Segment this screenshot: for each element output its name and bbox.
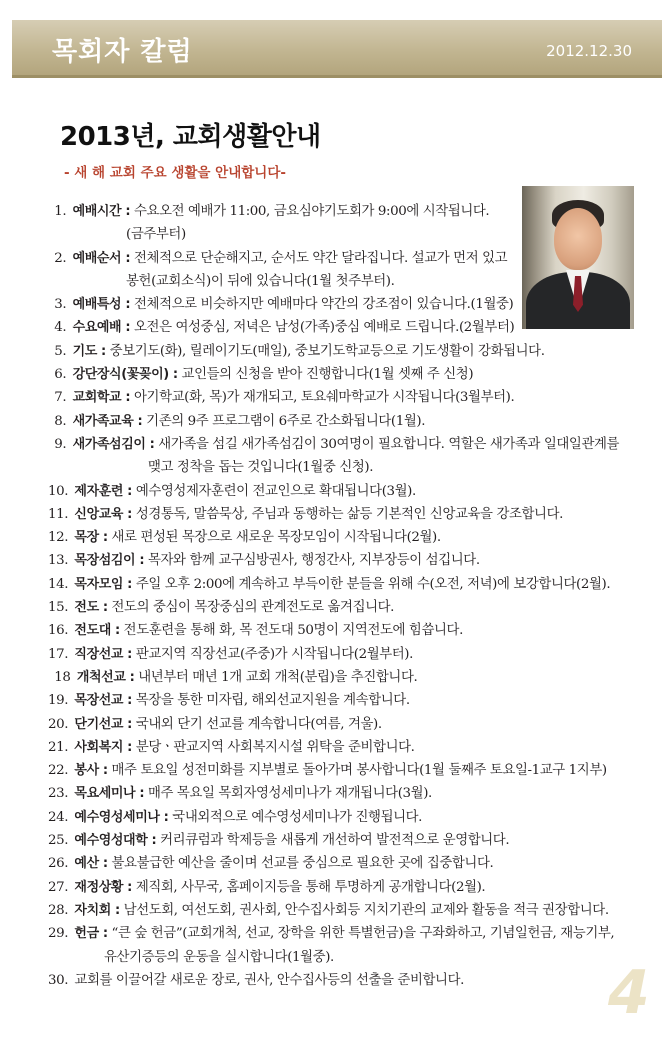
item-label: 예수영성세미나 :	[74, 809, 169, 825]
item-text: 매주 토요일 성전미화를 지부별로 돌아가며 봉사합니다(1월 둘째주 토요일-1교구 1지부)	[107, 763, 607, 779]
item-text: 불요불급한 예산을 줄이며 선교를 중심으로 필요한 곳에 집중합니다.	[107, 856, 494, 872]
item-label: 신앙교육 :	[74, 506, 132, 522]
item-text: 매주 목요일 목회자영성세미나가 재개됩니다(3월).	[144, 786, 432, 802]
item-text: 교회를 이끌어갈 새로운 장로, 권사, 안수집사등의 선출을 준비합니다.	[74, 972, 464, 988]
list-item	[48, 363, 638, 386]
item-text: “큰 숲 헌금”(교회개척, 선교, 장학을 위한 특별헌금)을 구좌화하고, 기념일헌금, 재능기부,	[107, 926, 615, 942]
item-number: 30.	[48, 972, 69, 988]
item-number: 28.	[48, 902, 69, 918]
list-item	[48, 899, 638, 922]
list-item	[48, 410, 638, 433]
item-text: 내년부터 매년 1개 교회 개척(분립)을 추진합니다.	[134, 669, 418, 685]
item-continuation: 맺고 정착을 돕는 것입니다(1월중 신청).	[148, 460, 374, 476]
item-number: 5.	[54, 343, 67, 359]
list-item	[48, 759, 638, 782]
item-text: 전체적으로 단순해지고, 순서도 약간 달라집니다. 설교가 먼저 있고	[130, 250, 508, 266]
item-number: 29.	[48, 926, 69, 942]
list-item	[48, 503, 638, 526]
item-label: 예산 :	[74, 856, 108, 872]
list-item	[48, 596, 638, 619]
item-text: 전도훈련을 통해 화, 목 전도대 50명이 지역전도에 힘씁니다.	[119, 623, 463, 639]
item-number: 8.	[54, 413, 67, 429]
list-item	[48, 549, 638, 572]
list-item	[48, 713, 638, 736]
item-label: 단기선교 :	[74, 716, 132, 732]
item-continuation: 유산기증등의 운동을 실시합니다(1월중).	[104, 949, 334, 965]
item-label: 목장 :	[74, 530, 108, 546]
list-item	[48, 876, 638, 899]
item-label: 헌금 :	[74, 926, 108, 942]
item-number: 15.	[48, 600, 69, 616]
list-item	[48, 643, 638, 666]
item-text: 목자와 함께 교구심방권사, 행정간사, 지부장등이 섬깁니다.	[144, 553, 480, 569]
item-number: 21.	[48, 739, 69, 755]
list-item	[48, 526, 638, 549]
list-item	[48, 573, 638, 596]
item-text: 남선도회, 여선도회, 권사회, 안수집사회등 지치기관의 교제와 활동을 적극 권장합니다.	[119, 902, 609, 918]
item-text: 오전은 여성중심, 저녁은 남성(가족)중심 예배로 드립니다.(2월부터)	[130, 320, 515, 336]
list-item	[48, 829, 638, 852]
list-item	[48, 480, 638, 503]
item-number: 6.	[54, 367, 67, 383]
list-item	[48, 852, 638, 875]
list-item	[48, 247, 638, 294]
item-label: 강단장식(꽃꽂이) :	[72, 367, 178, 383]
item-continuation: (금주부터)	[126, 227, 186, 243]
item-number: 16.	[48, 623, 69, 639]
item-number: 3.	[54, 297, 67, 313]
item-number: 24.	[48, 809, 69, 825]
page-subtitle: - 새 해 교회 주요 생활을 안내합니다-	[64, 165, 286, 181]
item-label: 목장섬김이 :	[74, 553, 145, 569]
item-label: 목요세미나 :	[74, 786, 145, 802]
item-number: 9.	[54, 436, 67, 452]
item-number: 11.	[48, 506, 69, 522]
item-text: 새가족을 섬길 새가족섬김이 30여명이 필요합니다. 역할은 새가족과 일대일관계를	[154, 436, 620, 452]
item-label: 자치회 :	[74, 902, 120, 918]
item-text: 새로 편성된 목장으로 새로운 목장모임이 시작됩니다(2월).	[107, 530, 441, 546]
item-label: 교회학교 :	[72, 390, 131, 406]
item-label: 직장선교 :	[74, 646, 132, 662]
list-item	[48, 433, 638, 480]
list-item	[48, 619, 638, 642]
item-label: 수요예배 :	[72, 320, 131, 336]
item-number: 23.	[48, 786, 69, 802]
item-label: 재정상황 :	[74, 879, 132, 895]
list-item	[48, 293, 638, 316]
item-label: 예배시간 :	[72, 204, 131, 219]
page-title: 2013년, 교회생활안내	[60, 122, 321, 152]
item-text: 전체적으로 비슷하지만 예배마다 약간의 강조점이 있습니다.(1월중)	[130, 297, 514, 313]
item-label: 전도대 :	[74, 623, 120, 639]
list-item	[48, 782, 638, 805]
list-item	[48, 666, 638, 689]
item-label: 기도 :	[72, 343, 106, 359]
item-number: 18	[54, 669, 71, 685]
item-number: 27.	[48, 879, 69, 895]
item-text: 커리큐럼과 학제등을 새롭게 개선하여 발전적으로 운영합니다.	[156, 833, 510, 849]
item-number: 17.	[48, 646, 69, 662]
page-number: 4	[608, 958, 650, 1028]
list-item	[48, 340, 638, 363]
item-number: 22.	[48, 763, 69, 779]
item-number: 4.	[54, 320, 67, 336]
item-label: 봉사 :	[74, 763, 108, 779]
list-item	[48, 922, 638, 969]
item-number: 10.	[48, 483, 69, 499]
item-text: 국내외적으로 예수영성세미나가 진행됩니다.	[168, 809, 423, 825]
list-item	[48, 386, 638, 409]
list-item	[48, 806, 638, 829]
item-number: 7.	[54, 390, 67, 406]
item-text: 예수영성제자훈련이 전교인으로 확대됩니다(3월).	[131, 483, 416, 499]
item-number: 19.	[48, 693, 69, 709]
item-text: 주일 오후 2:00에 계속하고 부득이한 분들을 위해 수(오전, 저녁)에 보강합니다(2월).	[131, 576, 611, 592]
item-text: 교인들의 신청을 받아 진행합니다(1월 셋째 주 신청)	[177, 367, 474, 383]
item-number: 25.	[48, 833, 69, 849]
item-number: 26.	[48, 856, 69, 872]
item-text: 기존의 9주 프로그램이 6주로 간소화됩니다(1월).	[142, 413, 426, 429]
item-text: 제직회, 사무국, 홈페이지등을 통해 투명하게 공개합니다(2월).	[131, 879, 486, 895]
item-label: 목장선교 :	[74, 693, 132, 709]
item-label: 개척선교 :	[76, 669, 135, 685]
item-text: 수요오전 예배가 11:00, 금요심야기도회가 9:00에 시작됩니다.	[130, 204, 490, 219]
item-number: 1.	[54, 204, 67, 219]
list-item	[48, 316, 638, 339]
list-item	[48, 689, 638, 712]
item-text: 전도의 중심이 목장중심의 관계전도로 옮겨집니다.	[107, 600, 395, 616]
item-label: 목자모임 :	[74, 576, 132, 592]
item-label: 사회복지 :	[74, 739, 132, 755]
list-item	[48, 736, 638, 759]
item-label: 제자훈련 :	[74, 483, 132, 499]
item-text: 중보기도(화), 릴레이기도(매일), 중보기도학교등으로 기도생활이 강화됩니다.	[105, 343, 545, 359]
item-text: 분당ㆍ판교지역 사회복지시설 위탁을 준비합니다.	[131, 739, 415, 755]
item-label: 예배특성 :	[72, 297, 131, 313]
item-number: 12.	[48, 530, 69, 546]
item-label: 새가족교육 :	[72, 413, 143, 429]
item-text: 판교지역 직장선교(주중)가 시작됩니다(2월부터).	[131, 646, 413, 662]
item-text: 목장을 통한 미자립, 해외선교지원을 계속합니다.	[131, 693, 410, 709]
item-text: 국내외 단기 선교를 계속합니다(여름, 겨울).	[131, 716, 382, 732]
item-number: 2.	[54, 250, 67, 266]
item-label: 예배순서 :	[72, 250, 131, 266]
item-text: 아기학교(화, 목)가 재개되고, 토요쉐마학교가 시작됩니다(3월부터).	[130, 390, 515, 406]
item-continuation: 봉헌(교회소식)이 뒤에 있습니다(1월 첫주부터).	[126, 273, 395, 289]
item-number: 20.	[48, 716, 69, 732]
item-label: 전도 :	[74, 600, 108, 616]
item-number: 14.	[48, 576, 69, 592]
column-date: 2012.12.30	[546, 42, 632, 60]
column-title: 목회자 칼럼	[52, 37, 193, 67]
column-header	[12, 20, 662, 78]
item-text: 성경통독, 말씀묵상, 주님과 동행하는 삶등 기본적인 신앙교육을 강조합니다.	[131, 506, 563, 522]
item-label: 새가족섬김이 :	[72, 436, 155, 452]
list-item	[48, 969, 638, 992]
item-label: 예수영성대학 :	[74, 833, 157, 849]
guide-list	[48, 200, 638, 992]
item-number: 13.	[48, 553, 69, 569]
list-item	[48, 200, 638, 247]
